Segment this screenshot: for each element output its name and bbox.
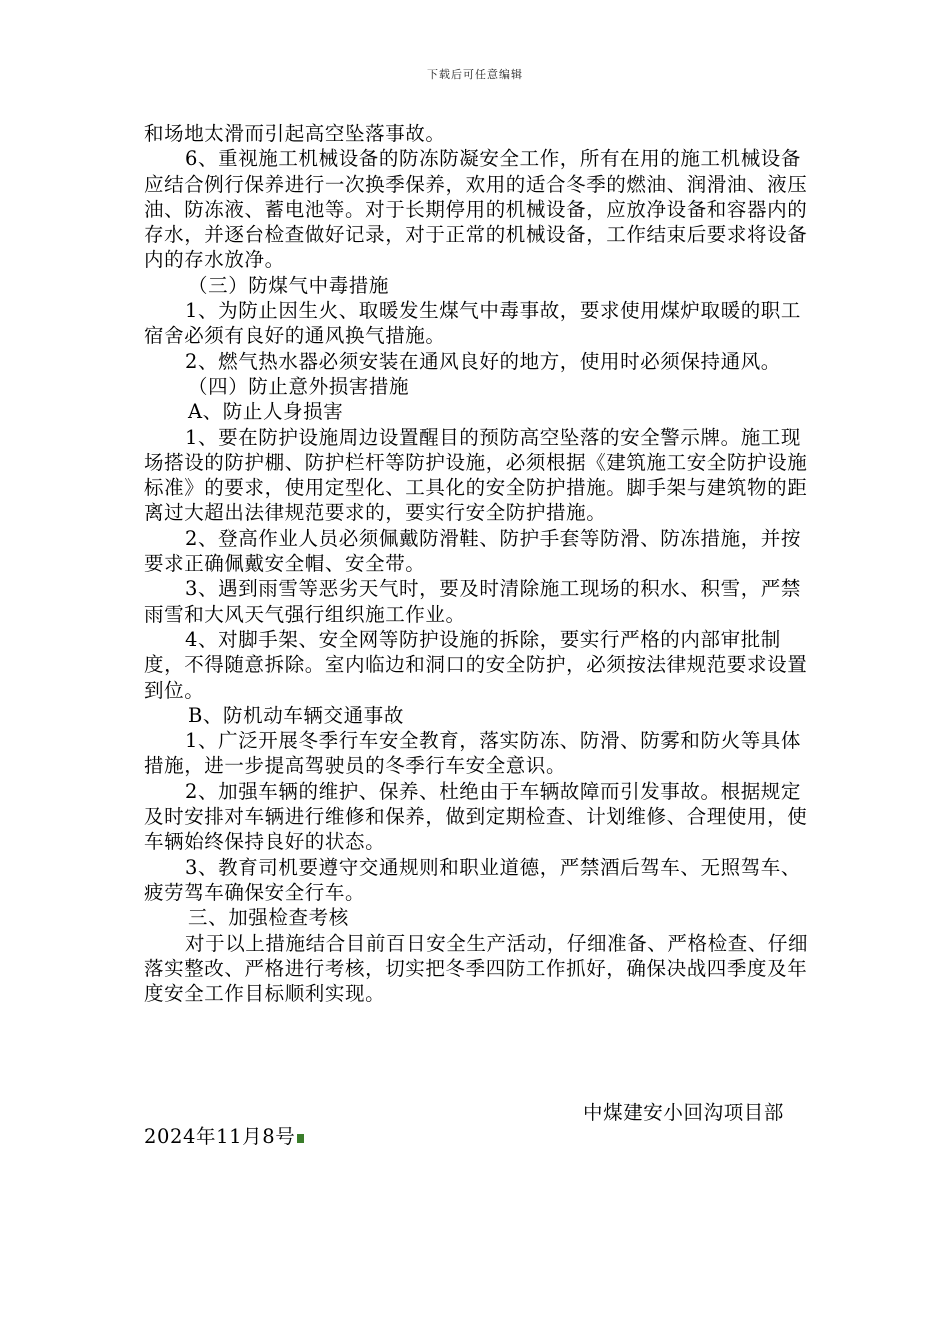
- paragraph: 3、教育司机要遵守交通规则和职业道德，严禁酒后驾车、无照驾车、疲劳驾车确保安全行车。: [144, 855, 802, 904]
- paragraph: 和场地太滑而引起高空坠落事故。: [144, 122, 446, 145]
- section-heading: （三）防煤气中毒措施: [188, 273, 390, 297]
- paragraph: 6、重视施工机械设备的防冻防凝安全工作，所有在用的施工机械设备应结合例行保养进行一次换季保养，欢用的适合冬季的燃油、润滑油、液压油、防冻液、蓄电池等。对于长期停用的机械设备，应放净设备和容器内的存水，并逐台检查做好记录，对于正常的机械设备，工作结束后要求将设备内的存水放净。: [144, 147, 808, 272]
- paragraph: 1、广泛开展冬季行车安全教育，落实防冻、防滑、防雾和防火等具体措施，进一步提高驾驶员的冬季行车安全意识。: [144, 729, 802, 778]
- paragraph: 对于以上措施结合目前百日安全生产活动，仔细准备、严格检查、仔细落实整改、严格进行考核，切实把冬季四防工作抓好，确保决战四季度及年度安全工作目标顺利实现。: [144, 931, 809, 1006]
- paragraph: 2、加强车辆的维护、保养、杜绝由于车辆故障而引发事故。根据规定及时安排对车辆进行维修和保养，做到定期检查、计划维修、合理使用，使车辆始终保持良好的状态。: [144, 779, 808, 854]
- subsection-heading: A、防止人身损害: [188, 400, 344, 424]
- paragraph: 1、要在防护设施周边设置醒目的预防高空坠落的安全警示牌。施工现场搭设的防护棚、防护栏杆等防护设施，必须根据《建筑施工安全防护设施标准》的要求，使用定型化、工具化的安全防护措施。脚手架与建筑物的距离过大超出法律规范要求的，要实行安全防护措施。: [144, 425, 808, 525]
- date-text: 2024年11月8号: [144, 1125, 296, 1148]
- section-heading: 三、加强检查考核: [188, 906, 349, 930]
- subsection-heading: B、防机动车辆交通事故: [188, 703, 404, 727]
- paragraph: 2、燃气热水器必须安装在通风良好的地方，使用时必须保持通风。: [185, 349, 781, 373]
- paragraph: 4、对脚手架、安全网等防护设施的拆除，要实行严格的内部审批制度，不得随意拆除。室内临边和洞口的安全防护，必须按法律规范要求设置到位。: [144, 627, 808, 702]
- page-header: 下载后可任意编辑: [427, 68, 523, 81]
- date-line: [144, 1121, 304, 1149]
- document-body: [144, 121, 814, 1006]
- paragraph: 1、为防止因生火、取暖发生煤气中毒事故，要求使用煤炉取暖的职工宿舍必须有良好的通风换气措施。: [144, 299, 802, 348]
- text-cursor-icon: [297, 1134, 304, 1143]
- paragraph: 3、遇到雨雪等恶劣天气时，要及时清除施工现场的积水、积雪，严禁雨雪和大风天气强行组织施工作业。: [144, 577, 802, 626]
- paragraph: 2、登高作业人员必须佩戴防滑鞋、防护手套等防滑、防冻措施，并按要求正确佩戴安全帽、安全带。: [144, 526, 802, 576]
- section-heading: （四）防止意外损害措施: [188, 374, 410, 398]
- signature-organization: 中煤建安小回沟项目部: [583, 1101, 785, 1124]
